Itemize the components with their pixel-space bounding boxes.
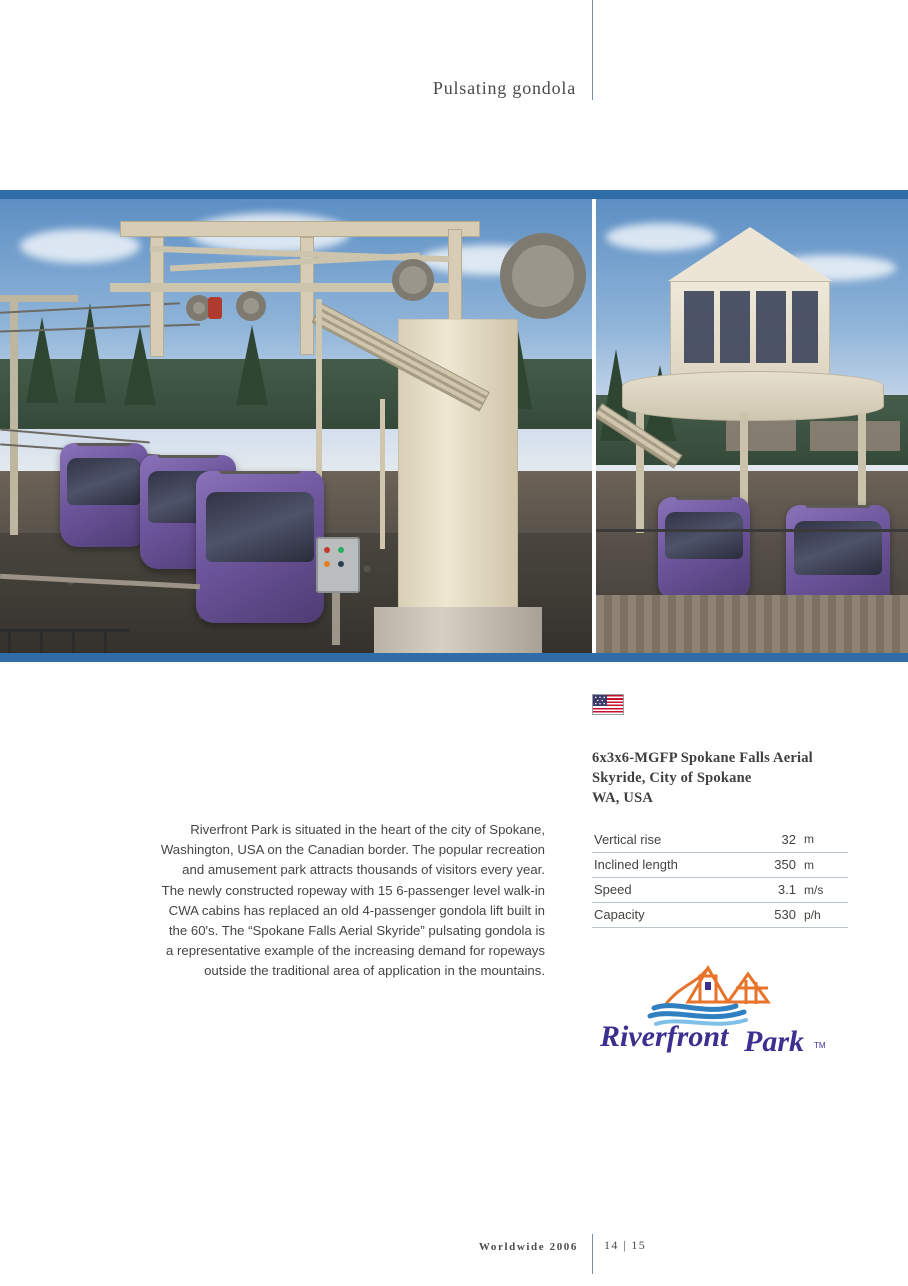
fence-rail xyxy=(596,529,908,532)
spec-label: Capacity xyxy=(592,902,750,927)
conifer-tree xyxy=(74,303,106,403)
bullwheel xyxy=(500,233,586,319)
roof-glass-panel xyxy=(792,291,818,363)
cabin-window xyxy=(206,492,314,562)
station-roof-peak xyxy=(668,227,832,281)
table-row xyxy=(592,902,848,927)
project-title-line-2: Skyride, City of Spokane xyxy=(592,770,752,786)
fence-post xyxy=(40,629,43,653)
fence-post xyxy=(72,629,75,653)
carrier-clamp xyxy=(208,297,222,319)
gondola-cabin xyxy=(196,471,324,623)
project-title-line-1: 6x3x6-MGFP Spokane Falls Aerial xyxy=(592,750,813,766)
roof-glass-panel xyxy=(756,291,786,363)
page-title: Pulsating gondola xyxy=(432,78,576,98)
control-panel-post xyxy=(332,593,340,645)
specification-table xyxy=(592,827,848,928)
logo-word-river: Riverfront xyxy=(600,1020,729,1053)
spec-value: 350 xyxy=(750,852,805,877)
spec-unit: p/h xyxy=(804,902,848,927)
cabin-window xyxy=(665,512,742,560)
indicator-light xyxy=(338,561,344,567)
fence-rail xyxy=(0,629,130,632)
fence-post xyxy=(104,629,107,653)
spec-unit: m xyxy=(804,852,848,877)
cabin-roof-bar xyxy=(76,443,132,446)
spec-label: Vertical rise xyxy=(592,827,750,852)
photo-row xyxy=(0,199,908,653)
spec-value: 3.1 xyxy=(750,877,805,902)
flag-canton xyxy=(593,695,607,706)
sheave-wheel xyxy=(392,259,434,301)
usa-flag-icon xyxy=(592,694,624,715)
photo-band-bottom-rule xyxy=(0,653,908,662)
spec-label: Inclined length xyxy=(592,852,750,877)
project-title xyxy=(592,748,882,808)
footer-edition: Worldwide 2006 xyxy=(478,1241,578,1253)
gondola-cabin xyxy=(658,497,750,601)
stair-rail-post xyxy=(380,399,385,549)
cabin-roof-bar xyxy=(805,505,872,508)
spec-label: Speed xyxy=(592,877,750,902)
header-divider-rule xyxy=(592,0,593,100)
table-row xyxy=(592,827,848,852)
table-row xyxy=(592,852,848,877)
table-row xyxy=(592,877,848,902)
cabin-roof-bar xyxy=(675,497,734,500)
fence-post xyxy=(8,629,11,653)
conifer-tree xyxy=(236,325,268,405)
cabin-window xyxy=(67,458,141,506)
spec-unit: m/s xyxy=(804,877,848,902)
content-area xyxy=(0,662,908,1286)
gondola-cabin xyxy=(60,443,148,547)
cabin-roof-bar xyxy=(219,471,301,474)
photo-band xyxy=(0,190,908,662)
indicator-light xyxy=(324,547,330,553)
cabin-roof-bar xyxy=(157,455,218,458)
photo-station-exterior xyxy=(596,199,908,653)
station-canopy xyxy=(622,371,884,421)
logo-trademark: TM xyxy=(814,1041,826,1050)
logo-word-park: Park xyxy=(744,1025,804,1058)
riverfront-park-logo xyxy=(596,958,828,1058)
page-footer xyxy=(0,1234,908,1274)
station-deck xyxy=(596,595,908,653)
footer-divider-rule xyxy=(592,1234,593,1274)
spec-value: 32 xyxy=(750,827,805,852)
photo-band-top-rule xyxy=(0,190,908,199)
gantry-column xyxy=(150,237,164,357)
background-building xyxy=(810,421,900,451)
photo-station-drive-terminal xyxy=(0,199,592,653)
page-number: 14 | 15 xyxy=(604,1238,647,1252)
roof-glass-panel xyxy=(684,291,714,363)
spec-value: 530 xyxy=(750,902,805,927)
sheave-wheel xyxy=(236,291,266,321)
pillar-base xyxy=(374,607,542,653)
gantry-column xyxy=(448,229,462,321)
roof-glass-panel xyxy=(720,291,750,363)
body-paragraph: Riverfront Park is situated in the heart of the city of Spokane, Washington, USA on the Canadian border. The popular recreation and amusement park attracts thousands of visitors every year. The newly constructed ropeway with 15 6-passenger level walk-in CWA cabins has replaced an old 4-passenger gondola lift built in the 60's. The “Spokane Falls Aerial Skyride” pulsating gondola is a representative example of the increasing demand for ropeways outside the traditional area of application in the mountains. xyxy=(160,822,545,979)
station-gantry-beam xyxy=(120,221,480,237)
spec-unit: m xyxy=(804,827,848,852)
page-header xyxy=(0,0,908,190)
indicator-light xyxy=(324,561,330,567)
control-panel-box xyxy=(316,537,360,593)
pylon-crossarm xyxy=(0,295,78,302)
indicator-light xyxy=(338,547,344,553)
project-title-line-3: WA, USA xyxy=(592,790,654,806)
riverfront-park-logo-graphic xyxy=(596,958,828,1058)
